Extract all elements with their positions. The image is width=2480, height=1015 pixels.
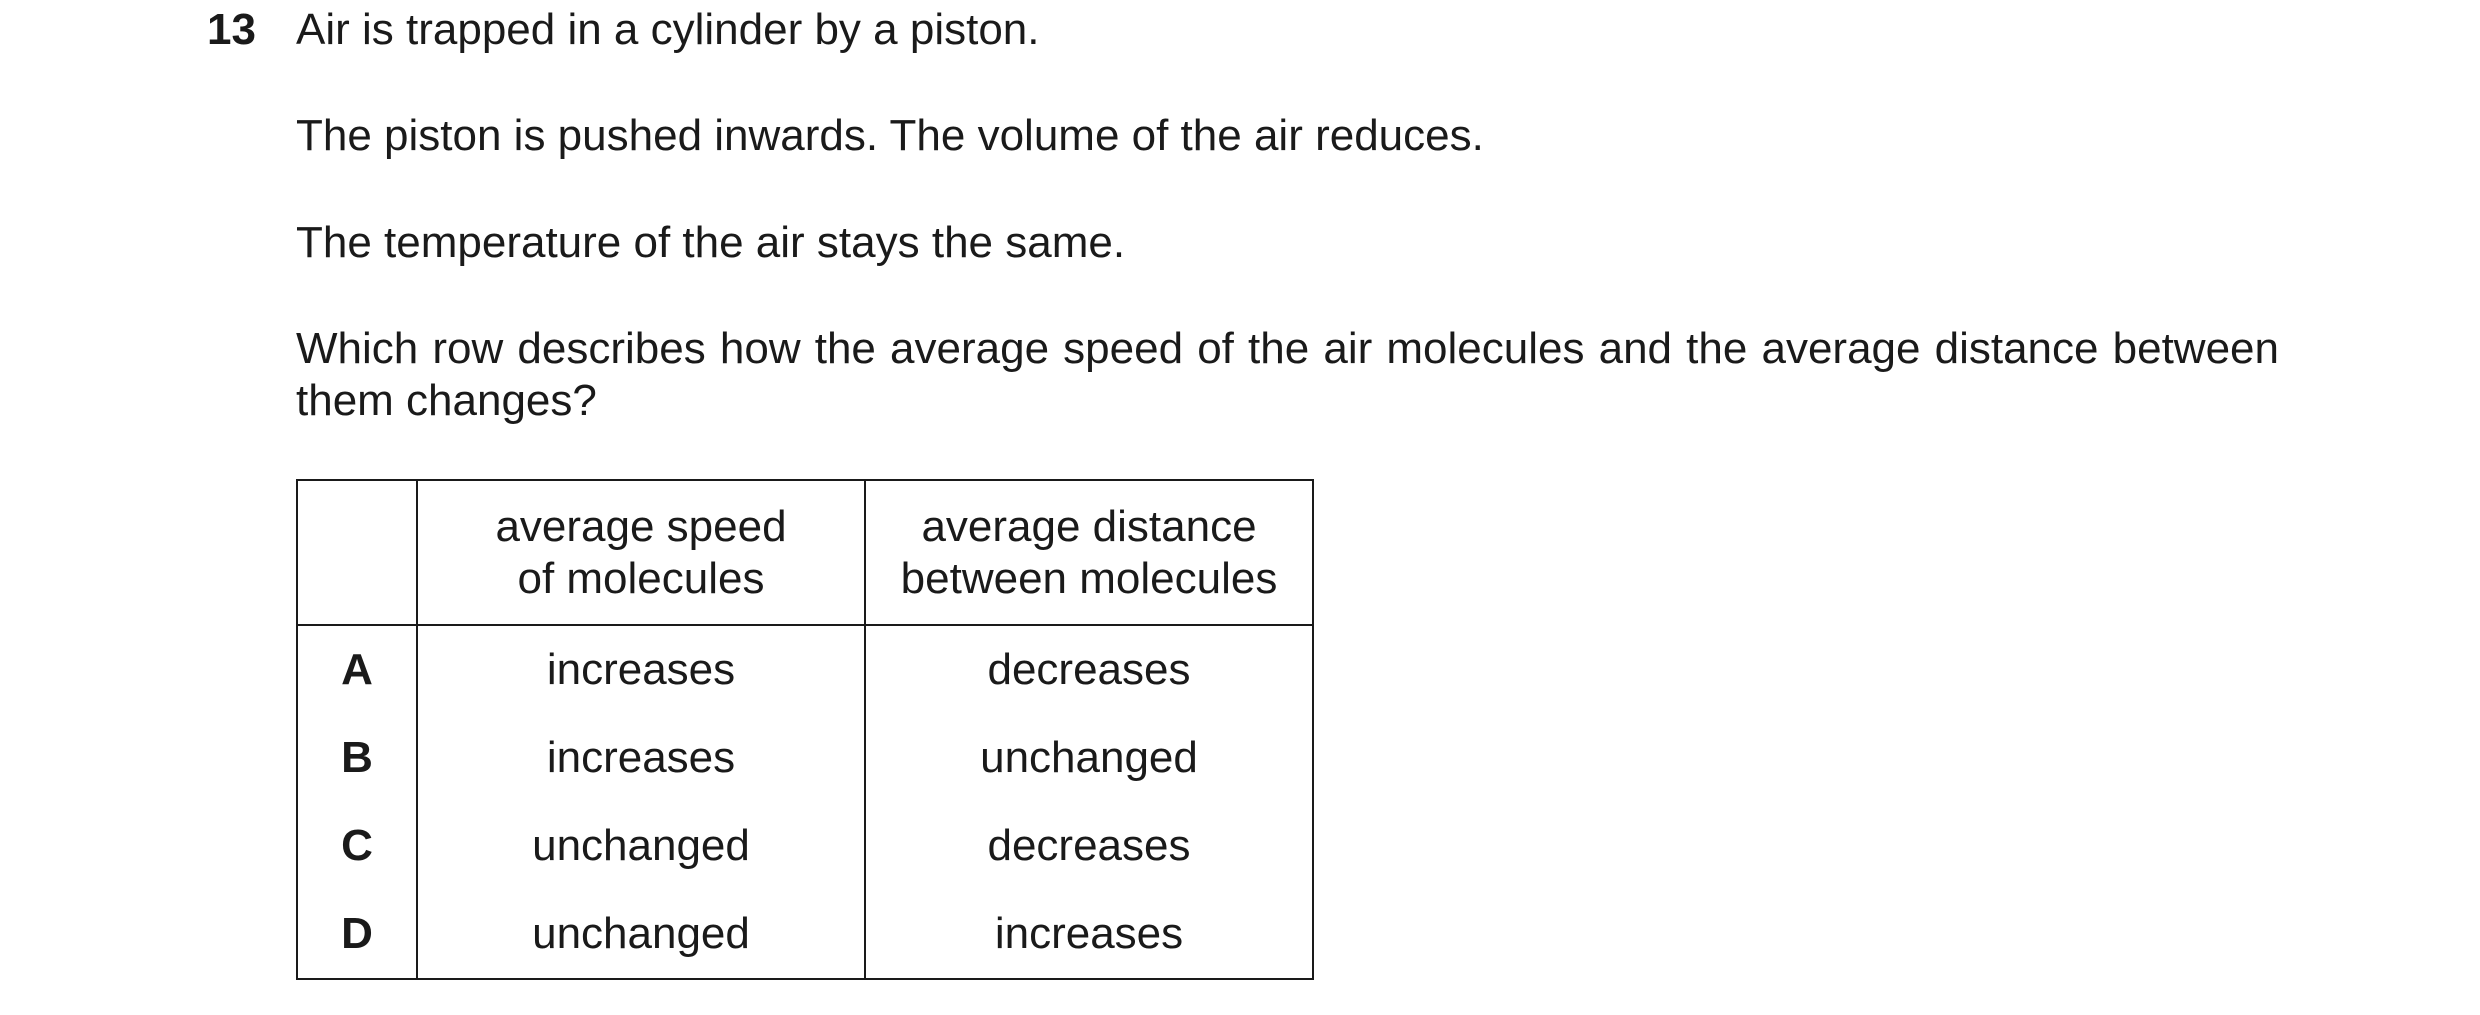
header-average-speed [417, 480, 865, 625]
option-speed: unchanged [417, 890, 865, 979]
option-letter: D [297, 890, 417, 979]
option-speed: unchanged [417, 802, 865, 890]
table-header-row [297, 480, 1313, 625]
question-prompt: Which row describes how the average speed of the air molecules and the average distance between them changes? [296, 324, 2279, 425]
table-row [297, 890, 1313, 979]
question-text-1: Air is trapped in a cylinder by a piston. [296, 5, 1040, 54]
header-speed-line-1: average speed [495, 501, 787, 551]
header-blank-cell [297, 480, 417, 625]
table-row [297, 625, 1313, 714]
option-letter: B [297, 714, 417, 802]
option-distance: decreases [865, 625, 1313, 714]
option-distance: decreases [865, 802, 1313, 890]
option-speed: increases [417, 625, 865, 714]
answer-options-table [296, 479, 1314, 980]
header-distance-line-2: between molecules [900, 553, 1278, 603]
question-text-2: The piston is pushed inwards. The volume of the air reduces. [296, 111, 1484, 160]
option-speed: increases [417, 714, 865, 802]
table-row [297, 714, 1313, 802]
option-distance: unchanged [865, 714, 1313, 802]
table-row [297, 802, 1313, 890]
header-average-distance [865, 480, 1313, 625]
header-speed-line-2: of molecules [517, 553, 765, 603]
question-text-3: The temperature of the air stays the same. [296, 218, 1126, 267]
header-distance-line-1: average distance [921, 501, 1257, 551]
option-letter: C [297, 802, 417, 890]
option-letter: A [297, 625, 417, 714]
option-distance: increases [865, 890, 1313, 979]
question-number: 13 [207, 5, 256, 54]
